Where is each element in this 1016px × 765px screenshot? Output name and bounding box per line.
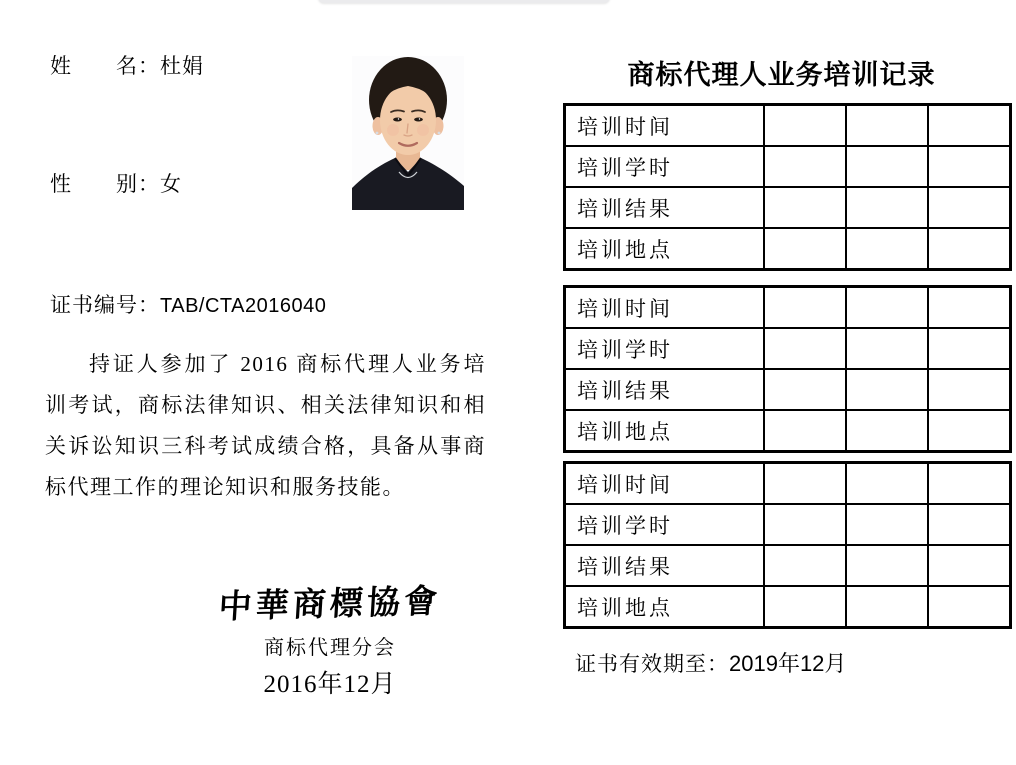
empty-cell: [846, 287, 928, 329]
empty-cell: [928, 328, 1011, 369]
gender-label: 性 别：: [50, 172, 160, 196]
issuer-seal-block: [205, 578, 455, 700]
empty-cell: [846, 410, 928, 452]
table-row: [565, 369, 1011, 410]
empty-cell: [928, 545, 1011, 586]
empty-cell: [764, 105, 846, 147]
certificate-number-label: 证书编号：: [50, 293, 160, 317]
training-table-3: [563, 461, 1012, 629]
gender-row: [50, 168, 182, 198]
empty-cell: [928, 146, 1011, 187]
empty-cell: [928, 463, 1011, 505]
row-label: 培训时间: [565, 463, 765, 505]
empty-cell: [764, 586, 846, 628]
training-table-2: [563, 285, 1012, 453]
association-calligraphy-signature: 中華商標協會: [217, 584, 443, 626]
empty-cell: [928, 287, 1011, 329]
row-label: 培训地点: [565, 410, 765, 452]
row-label: 培训结果: [565, 545, 765, 586]
certification-statement: 持证人参加了 2016 商标代理人业务培训考试，商标法律知识、相关法律知识和相关诉讼知识三科考试成绩合格，具备从事商标代理工作的理论知识和服务技能。: [45, 352, 486, 499]
table-row: [565, 586, 1011, 628]
name-value: 杜娟: [160, 54, 204, 78]
row-label: 培训时间: [565, 287, 765, 329]
empty-cell: [928, 187, 1011, 228]
table-row: [565, 287, 1011, 329]
table-row: [565, 328, 1011, 369]
empty-cell: [928, 410, 1011, 452]
row-label: 培训时间: [565, 105, 765, 147]
empty-cell: [764, 504, 846, 545]
name-row: [50, 50, 204, 80]
empty-cell: [846, 586, 928, 628]
table-row: [565, 228, 1011, 270]
row-label: 培训地点: [565, 228, 765, 270]
empty-cell: [928, 228, 1011, 270]
table-row: [565, 105, 1011, 147]
empty-cell: [846, 228, 928, 270]
validity-value: 2019年12月: [729, 651, 847, 676]
row-label: 培训学时: [565, 146, 765, 187]
empty-cell: [764, 369, 846, 410]
empty-cell: [846, 545, 928, 586]
training-record-title: 商标代理人业务培训记录: [627, 60, 936, 90]
training-table-1: [563, 103, 1012, 271]
certificate-number-value: TAB/CTA2016040: [160, 295, 327, 317]
empty-cell: [846, 105, 928, 147]
person-photo-graphic: [352, 56, 464, 210]
table-row: [565, 504, 1011, 545]
toolbar-remnant: [318, 0, 610, 3]
empty-cell: [764, 328, 846, 369]
empty-cell: [764, 410, 846, 452]
gender-value: 女: [160, 172, 182, 196]
empty-cell: [846, 328, 928, 369]
validity-row: [575, 647, 846, 678]
table-row: [565, 187, 1011, 228]
row-label: 培训学时: [565, 504, 765, 545]
empty-cell: [764, 146, 846, 187]
empty-cell: [764, 228, 846, 270]
empty-cell: [764, 187, 846, 228]
empty-cell: [846, 369, 928, 410]
empty-cell: [928, 504, 1011, 545]
row-label: 培训结果: [565, 369, 765, 410]
empty-cell: [846, 463, 928, 505]
validity-label: 证书有效期至：: [575, 652, 729, 676]
table-row: [565, 463, 1011, 505]
name-label: 姓 名：: [50, 54, 160, 78]
table-row: [565, 545, 1011, 586]
empty-cell: [846, 504, 928, 545]
empty-cell: [928, 369, 1011, 410]
row-label: 培训学时: [565, 328, 765, 369]
empty-cell: [846, 146, 928, 187]
table-row: [565, 410, 1011, 452]
association-branch-name: 商标代理分会: [264, 637, 396, 659]
empty-cell: [764, 463, 846, 505]
row-label: 培训地点: [565, 586, 765, 628]
table-row: [565, 146, 1011, 187]
row-label: 培训结果: [565, 187, 765, 228]
issue-date: 2016年12月: [263, 671, 397, 698]
empty-cell: [928, 586, 1011, 628]
id-photo: [352, 56, 464, 210]
empty-cell: [764, 545, 846, 586]
empty-cell: [846, 187, 928, 228]
empty-cell: [764, 287, 846, 329]
empty-cell: [928, 105, 1011, 147]
certificate-number-row: [50, 289, 326, 319]
